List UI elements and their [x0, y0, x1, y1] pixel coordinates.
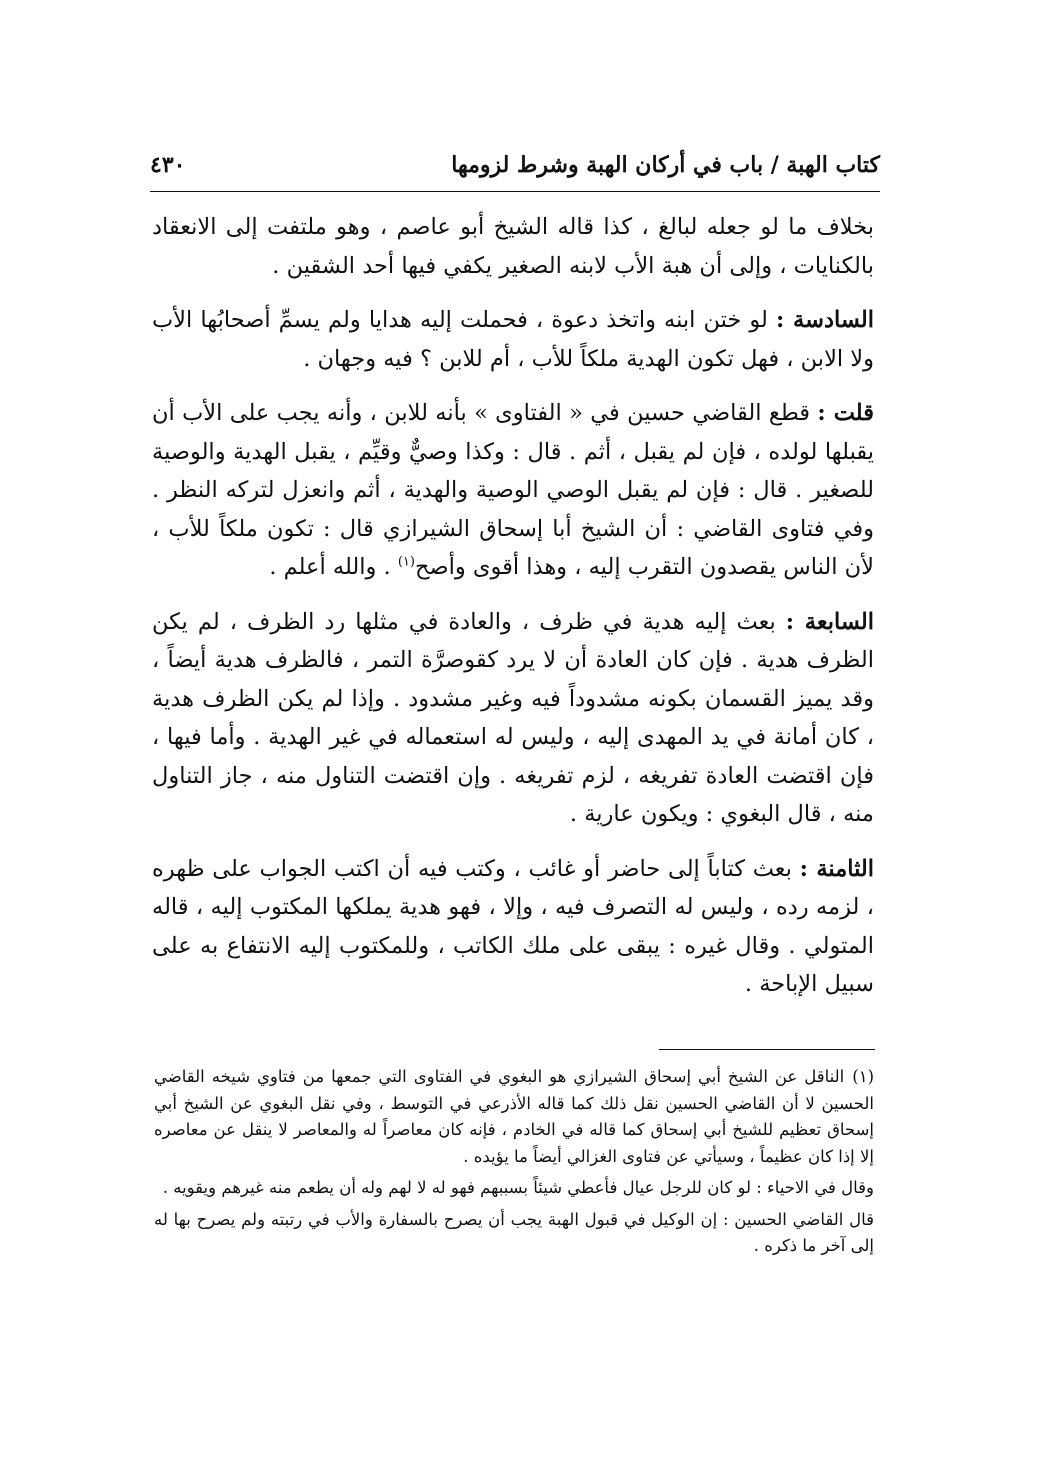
- footnote-divider: [659, 1049, 875, 1050]
- paragraph-5-lead: الثامنة :: [799, 855, 874, 882]
- paragraph-5: [152, 850, 874, 1004]
- paragraph-1-text: بخلاف ما لو جعله لبالغ ، كذا قاله الشيخ أبو عاصم ، وهو ملتفت إلى الانعقاد بالكنايات ، وإلى أن هبة الأب لابنه الصغير يكفي فيها أحد الشقين .: [152, 214, 874, 279]
- paragraph-3-text: قطع القاضي حسين في « الفتاوى » بأنه للابن ، وأنه يجب على الأب أن يقبلها لولده ، فإن لم يقبل ، أثم . قال : وكذا وصيٌّ وقيِّم ، يقبل الهدية والوصية للصغير . قال : فإن لم يقبل الوصي الوصية والهدية ، أثم وانعزل لتركه النظر . وفي فتاوى القاضي : أن الشيخ أبا إسحاق الشيرازي قال : تكون ملكاً للأب ، لأن الناس يقصدون التقرب إليه ، وهذا أقوى وأصح: [152, 400, 874, 580]
- paragraph-5-text: بعث كتاباً إلى حاضر أو غائب ، وكتب فيه أن اكتب الجواب على ظهره ، لزمه رده ، وليس له التصرف فيه ، وإلا ، فهو هدية يملكها المكتوب إليه ، قاله المتولي . وقال غيره : يبقى على ملك الكاتب ، وللمكتوب إليه الانتفاع به على سبيل الإباحة .: [152, 855, 874, 997]
- paragraph-4: [152, 603, 874, 834]
- paragraph-3-lead: قلت :: [817, 400, 874, 426]
- footnotes: [154, 1064, 874, 1265]
- page-number: ٤٣٠: [150, 152, 186, 178]
- paragraph-4-lead: السابعة :: [785, 608, 875, 635]
- footnote-3: [154, 1207, 874, 1260]
- footnote-2: [154, 1175, 874, 1202]
- footnote-1-text: الناقل عن الشيخ أبي إسحاق الشيرازي هو البغوي في الفتاوى التي جمعها من فتاوي شيخه القاضي الحسين لا أن القاضي الحسين نقل ذلك كما قاله الأذرعي في التوسط ، وفي نقل البغوي عن الشيخ أبي إسحاق تعظيم للشيخ أبي إسحاق كما قاله في الخادم ، فإنه كان معاصراً له والمعاصر لا ينقل عن معاصره إلا إذا كان عظيماً ، وسيأتي عن فتاوى الغزالي أيضاً ما يؤيده .: [154, 1067, 874, 1166]
- footnote-3-text: قال القاضي الحسين : إن الوكيل في قبول الهبة يجب أن يصرح بالسفارة والأب في رتبته ولم يصرح بها له إلى آخر ما ذكره .: [154, 1209, 874, 1255]
- main-text: [152, 208, 874, 1020]
- footnote-1-number: (١): [852, 1067, 874, 1086]
- paragraph-3-tail: . والله أعلم .: [269, 554, 398, 580]
- footnote-reference[interactable]: (١): [397, 554, 415, 570]
- footnote-2-text: وقال في الاحياء : لو كان للرجل عيال فأعطي شيئاً بسببهم فهو له لا لهم وله أن يطعم منه غيرهم ويقويه .: [162, 1178, 874, 1197]
- paragraph-3: [152, 394, 874, 587]
- paragraph-2-text: لو ختن ابنه واتخذ دعوة ، فحملت إليه هدايا ولم يسمِّ أصحابُها الأب ولا الابن ، فهل تكون الهدية ملكاً للأب ، أم للابن ؟ فيه وجهان .: [152, 307, 874, 372]
- paragraph-2-lead: السادسة :: [775, 307, 874, 333]
- header-divider: [150, 191, 880, 192]
- running-header: [150, 150, 880, 190]
- footnote-1: [154, 1064, 874, 1170]
- paragraph-4-text: بعث إليه هدية في ظرف ، والعادة في مثلها رد الظرف ، لم يكن الظرف هدية . فإن كان العادة أن لا يرد كقوصرَّة التمر ، فالظرف هدية أيضاً ، وقد يميز القسمان بكونه مشدوداً فيه وغير مشدود . وإذا لم يكن الظرف هدية ، كان أمانة في يد المهدى إليه ، وليس له استعماله في غير الهدية . وأما فيها ، فإن اقتضت العادة تفريغه ، لزم تفريغه . وإن اقتضت التناول منه ، جاز التناول منه ، قال البغوي : ويكون عارية .: [152, 608, 874, 827]
- header-title: كتاب الهبة / باب في أركان الهبة وشرط لزومها: [451, 152, 880, 178]
- paragraph-2: [152, 301, 874, 378]
- paragraph-1: [152, 208, 874, 285]
